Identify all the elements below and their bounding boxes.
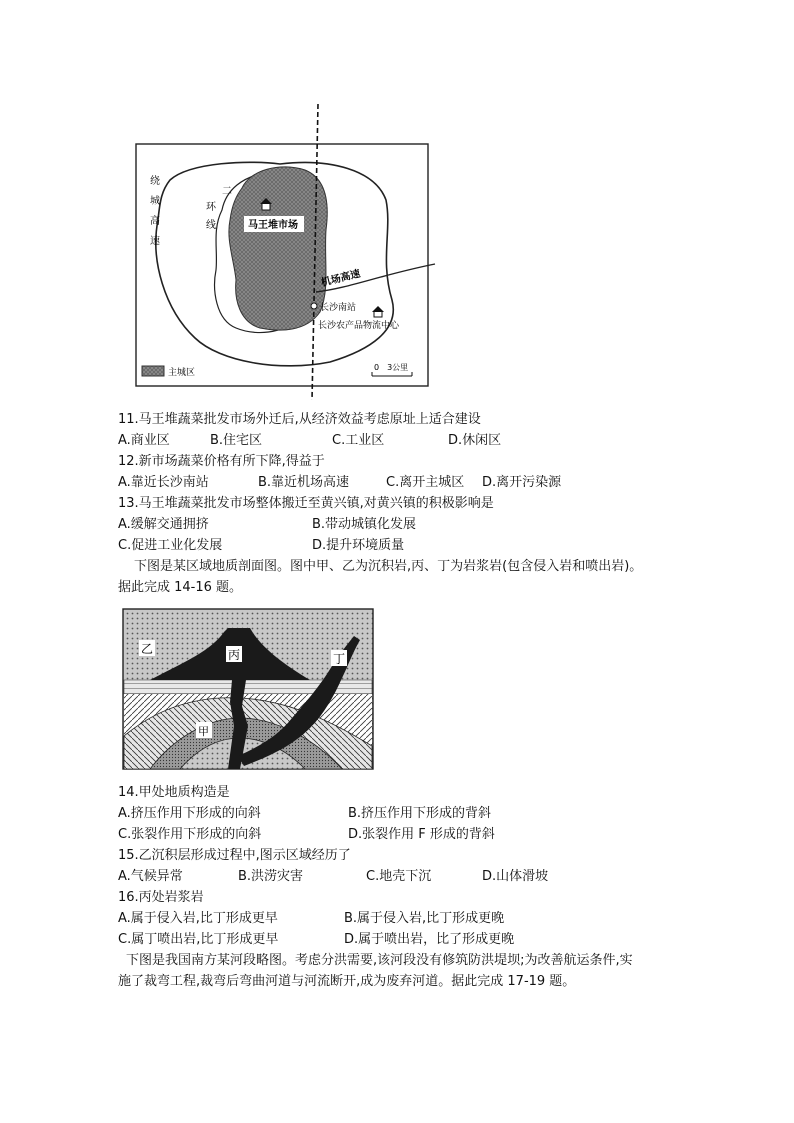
question-11-stem: 11.马王堆蔬菜批发市场外迁后,从经济效益考虑原址上适合建设: [118, 412, 481, 427]
q15-option-b[interactable]: B.洪涝灾害: [238, 869, 304, 884]
intro-geology-line-2: 据此完成 14-16 题。: [118, 580, 243, 595]
legend-label: 主城区: [168, 368, 196, 378]
q12-option-c[interactable]: C.离开主城区: [386, 475, 465, 490]
label-ding: 丁: [333, 652, 346, 666]
q15-option-c[interactable]: C.地壳下沉: [366, 869, 432, 884]
q11-option-a[interactable]: A.商业区: [118, 433, 170, 448]
beltway-label-1: 绕: [150, 176, 160, 187]
q13-option-a[interactable]: A.缓解交通拥挤: [118, 517, 209, 532]
q13-option-b[interactable]: B.带动城镇化发展: [312, 517, 417, 532]
q12-option-a[interactable]: A.靠近长沙南站: [118, 475, 209, 490]
legend-swatch: [142, 366, 164, 376]
q14-option-c[interactable]: C.张裂作用下形成的向斜: [118, 827, 262, 842]
q15-option-d[interactable]: D.山体滑坡: [482, 869, 549, 884]
q16-option-c[interactable]: C.属丁喷出岩,比丁形成更早: [118, 932, 279, 947]
question-16-stem: 16.丙处岩浆岩: [118, 890, 204, 905]
beltway-label-4: 速: [150, 236, 160, 247]
logistics-label: 长沙农产品物流中心: [318, 321, 400, 331]
ring2-label-1: 二: [222, 186, 232, 197]
q14-option-a[interactable]: A.挤压作用下形成的向斜: [118, 806, 261, 821]
q12-option-d[interactable]: D.离开污染源: [482, 475, 562, 490]
scale-label: 0 3公里: [374, 363, 409, 372]
beltway-label-2: 城: [150, 196, 160, 207]
q16-option-a[interactable]: A.属于侵入岩,比丁形成更早: [118, 911, 278, 926]
label-jia: 甲: [198, 725, 209, 738]
intro-geology-line-1: 下图是某区域地质剖面图。图中甲、乙为沉积岩,丙、丁为岩浆岩(包含侵入岩和喷出岩)。: [134, 559, 643, 574]
ring2-label-2: 环: [206, 202, 216, 213]
question-14-stem: 14.甲处地质构造是: [118, 785, 230, 800]
q16-option-b[interactable]: B.属于侵入岩,比丁形成更晚: [344, 911, 505, 926]
city-map-figure: [130, 100, 440, 400]
question-15-stem: 15.乙沉积层形成过程中,图示区域经历了: [118, 848, 351, 863]
q16-option-d[interactable]: D.属于喷出岩，比了形成更晚: [344, 932, 515, 947]
question-12-stem: 12.新市场蔬菜价格有所下降,得益于: [118, 454, 325, 469]
intro-river-line-2: 施了裁弯工程,裁弯后弯曲河道与河流断开,成为废弃河道。据此完成 17-19 题。: [118, 974, 576, 989]
ring2-label-3: 线: [206, 220, 216, 231]
beltway-label-3: 高: [150, 216, 160, 227]
intro-river-line-1: 下图是我国南方某河段略图。考虑分洪需要,该河段没有修筑防洪堤坝;为改善航运条件,实: [126, 953, 633, 968]
q13-option-d[interactable]: D.提升环境质量: [312, 538, 405, 553]
q11-option-d[interactable]: D.休闲区: [448, 433, 502, 448]
south-station-icon: [311, 303, 317, 309]
question-13-stem: 13.马王堆蔬菜批发市场整体搬迁至黄兴镇,对黄兴镇的积极影响是: [118, 496, 494, 511]
label-bing: 丙: [228, 648, 241, 662]
label-yi: 乙: [141, 642, 154, 656]
q11-option-c[interactable]: C.工业区: [332, 433, 385, 448]
q14-option-b[interactable]: B.挤压作用下形成的背斜: [348, 806, 492, 821]
market-label: 马王堆市场: [248, 220, 298, 231]
q13-option-c[interactable]: C.促进工业化发展: [118, 538, 223, 553]
south-station-label: 长沙南站: [320, 303, 357, 313]
geologic-section-figure: [120, 606, 376, 772]
q11-option-b[interactable]: B.住宅区: [210, 433, 263, 448]
airport-highway-label: 机场高速: [320, 268, 362, 289]
q12-option-b[interactable]: B.靠近机场高速: [258, 475, 350, 490]
q14-option-d[interactable]: D.张裂作用 F 形成的背斜: [348, 827, 495, 842]
q15-option-a[interactable]: A.气候异常: [118, 869, 183, 884]
